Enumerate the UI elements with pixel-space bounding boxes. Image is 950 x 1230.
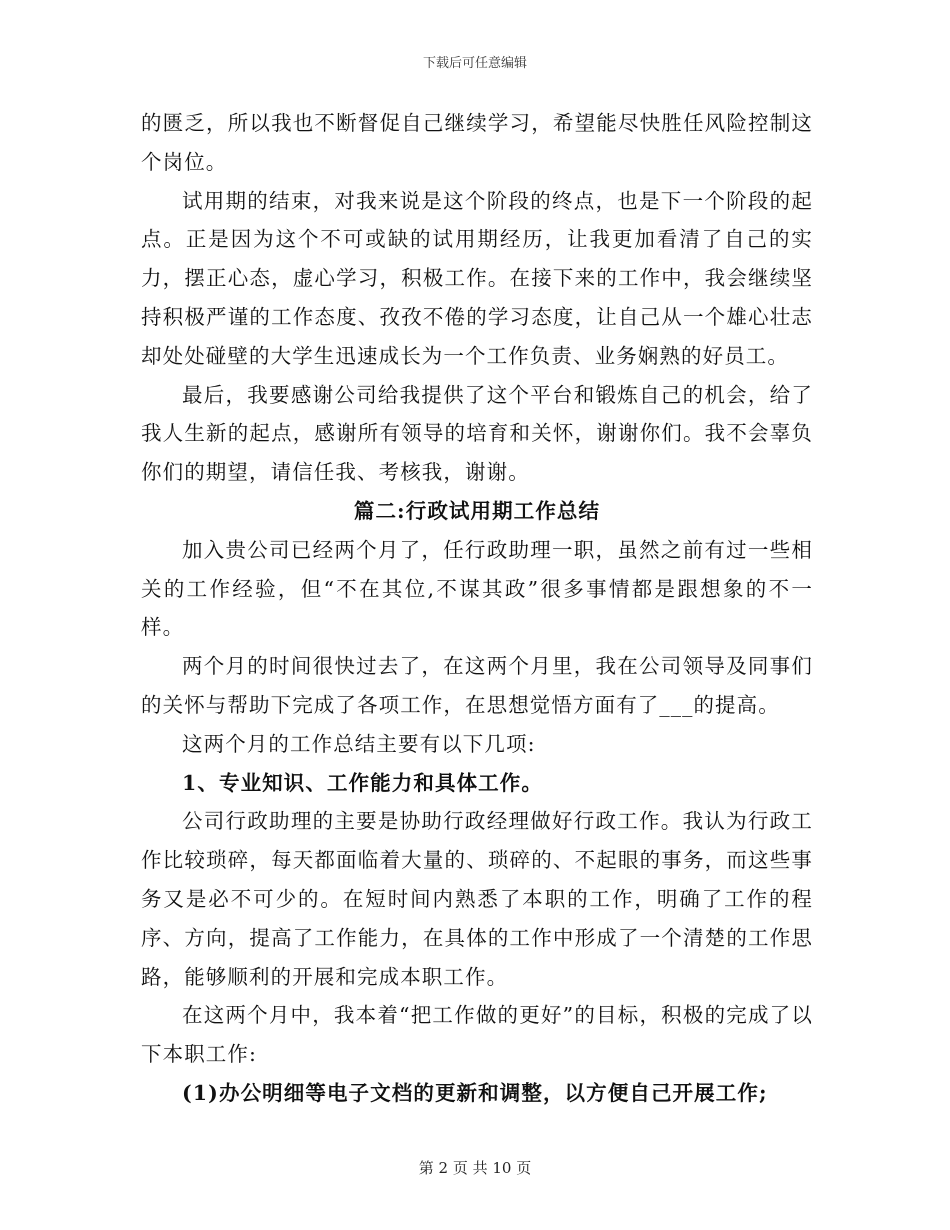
- page-footer: 第 2 页 共 10 页: [418, 1159, 532, 1177]
- subheading-item-1: (1)办公明细等电子文档的更新和调整，以方便自己开展工作;: [182, 1080, 768, 1105]
- document-body: [141, 104, 813, 1113]
- paragraph-probation-end: 试用期的结束，对我来说是这个阶段的终点，也是下一个阶段的起点。正是因为这个不可或缺的试用期经历，让我更加看清了自己的实力，摆正心态，虚心学习，积极工作。在接下来的工作中，我会继续坚持积极严谨的工作态度、孜孜不倦的学习态度，让自己从一个雄心壮志却处处碰壁的大学生迅速成长为一个工作负责、业务娴熟的好员工。: [141, 188, 813, 368]
- paragraph-thanks: 最后，我要感谢公司给我提供了这个平台和锻炼自己的机会，给了我人生新的起点，感谢所有领导的培育和关怀，谢谢你们。我不会辜负你们的期望，请信任我、考核我，谢谢。: [141, 382, 813, 485]
- paragraph-summary-intro: 这两个月的工作总结主要有以下几项:: [182, 731, 536, 756]
- paragraph-joining: 加入贵公司已经两个月了，任行政助理一职，虽然之前有过一些相关的工作经验，但“不在其位,不谋其政”很多事情都是跟想象的不一样。: [141, 537, 813, 640]
- paragraph-continuation: 的匮乏，所以我也不断督促自己继续学习，希望能尽快胜任风险控制这个岗位。: [141, 111, 813, 174]
- section-heading: 篇二:行政试用期工作总结: [353, 498, 601, 523]
- subheading-professional-knowledge: 1、专业知识、工作能力和具体工作。: [182, 770, 543, 795]
- paragraph-goal: 在这两个月中，我本着“把工作做的更好”的目标，积极的完成了以下本职工作:: [141, 1003, 813, 1067]
- page-header: 下载后可任意编辑: [422, 56, 527, 71]
- paragraph-admin-duties: 公司行政助理的主要是协助行政经理做好行政工作。我认为行政工作比较琐碎，每天都面临着大量的、琐碎的、不起眼的事务，而这些事务又是必不可少的。在短时间内熟悉了本职的工作，明确了工作的程序、方向，提高了工作能力，在具体的工作中形成了一个清楚的工作思路，能够顺利的开展和完成本职工作。: [141, 809, 813, 989]
- paragraph-two-months: 两个月的时间很快过去了，在这两个月里，我在公司领导及同事们的关怀与帮助下完成了各项工作，在思想觉悟方面有了___的提高。: [141, 654, 813, 717]
